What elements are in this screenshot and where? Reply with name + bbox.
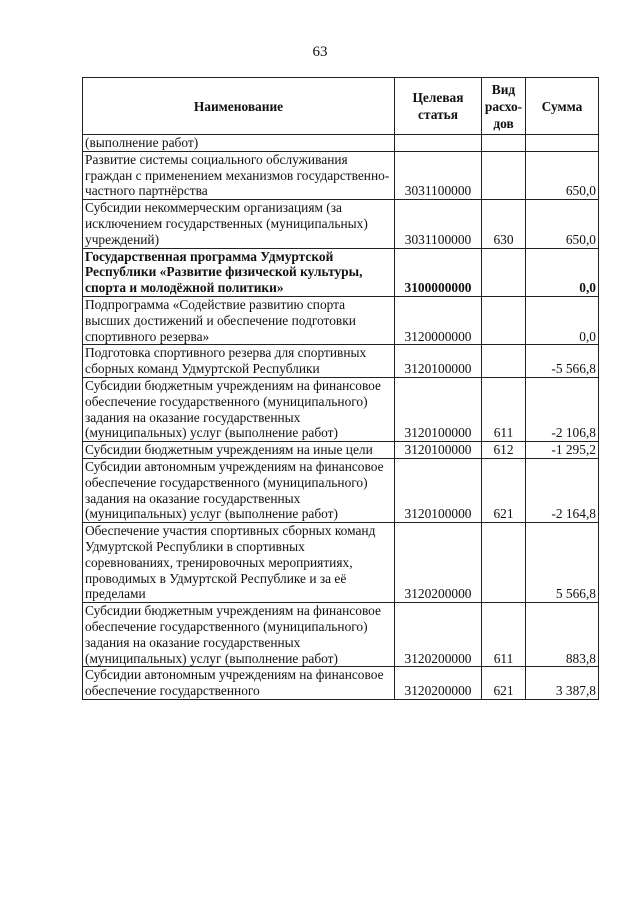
header-type: Вид расхо-дов <box>482 78 526 135</box>
row-code-cell: 3120200000 <box>395 523 482 603</box>
row-sum-cell: 0,0 <box>526 296 599 344</box>
row-name-cell: Субсидии автономным учреждениям на финансовое обеспечение государственного <box>83 667 395 700</box>
table-row <box>83 458 599 522</box>
header-name: Наименование <box>83 78 395 135</box>
row-code-cell: 3120100000 <box>395 377 482 441</box>
page-number: 63 <box>312 44 328 60</box>
table-row <box>83 151 599 199</box>
row-sum-cell: 650,0 <box>526 151 599 199</box>
row-code-cell: 3120100000 <box>395 458 482 522</box>
row-type-cell: 612 <box>482 442 526 459</box>
row-type-cell <box>482 248 526 296</box>
row-code-cell: 3031100000 <box>395 200 482 248</box>
row-type-cell: 630 <box>482 200 526 248</box>
row-name-cell: Государственная программа Удмуртской Республики «Развитие физической культуры, спорта и молодёжной политики» <box>83 248 395 296</box>
row-sum-cell: 650,0 <box>526 200 599 248</box>
header-code: Целевая статья <box>395 78 482 135</box>
table-row <box>83 345 599 378</box>
row-sum-cell: -2 106,8 <box>526 377 599 441</box>
row-name-cell: Обеспечение участия спортивных сборных команд Удмуртской Республики в спортивных соревнованиях, тренировочных мероприятиях, проводимых в Удмуртской Республике и за её пределами <box>83 523 395 603</box>
row-type-cell: 621 <box>482 667 526 700</box>
row-code-cell: 3120200000 <box>395 603 482 667</box>
row-name-cell: Субсидии автономным учреждениям на финансовое обеспечение государственного (муниципального) задания на оказание государственных (муниципальных) услуг (выполнение работ) <box>83 458 395 522</box>
row-sum-cell: 5 566,8 <box>526 523 599 603</box>
table-row <box>83 603 599 667</box>
row-type-cell <box>482 135 526 152</box>
header-sum: Сумма <box>526 78 599 135</box>
row-sum-cell: 3 387,8 <box>526 667 599 700</box>
row-code-cell: 3120200000 <box>395 667 482 700</box>
row-name-cell: Субсидии бюджетным учреждениям на иные цели <box>83 442 395 459</box>
row-name-cell: Субсидии некоммерческим организациям (за исключением государственных (муниципальных) учреждений) <box>83 200 395 248</box>
row-name-cell: Подготовка спортивного резерва для спортивных сборных команд Удмуртской Республики <box>83 345 395 378</box>
row-type-cell: 611 <box>482 603 526 667</box>
row-code-cell: 3120100000 <box>395 442 482 459</box>
row-name-cell: (выполнение работ) <box>83 135 395 152</box>
row-code-cell: 3120100000 <box>395 345 482 378</box>
row-name-cell: Субсидии бюджетным учреждениям на финансовое обеспечение государственного (муниципального) задания на оказание государственных (муниципальных) услуг (выполнение работ) <box>83 603 395 667</box>
row-sum-cell: 883,8 <box>526 603 599 667</box>
table-row <box>83 667 599 700</box>
row-sum-cell: -1 295,2 <box>526 442 599 459</box>
table-row <box>83 296 599 344</box>
row-type-cell <box>482 523 526 603</box>
row-sum-cell: -5 566,8 <box>526 345 599 378</box>
table-row <box>83 200 599 248</box>
row-name-cell: Развитие системы социального обслуживания граждан с применением механизмов государственно-частного партнёрства <box>83 151 395 199</box>
table-row <box>83 523 599 603</box>
table-row <box>83 377 599 441</box>
table-row <box>83 442 599 459</box>
row-type-cell <box>482 345 526 378</box>
row-code-cell: 3100000000 <box>395 248 482 296</box>
row-code-cell: 3031100000 <box>395 151 482 199</box>
table-row <box>83 135 599 152</box>
row-type-cell <box>482 151 526 199</box>
table-body <box>83 135 599 700</box>
row-type-cell: 611 <box>482 377 526 441</box>
row-name-cell: Подпрограмма «Содействие развитию спорта высших достижений и обеспечение подготовки спортивного резерва» <box>83 296 395 344</box>
row-name-cell: Субсидии бюджетным учреждениям на финансовое обеспечение государственного (муниципального) задания на оказание государственных (муниципальных) услуг (выполнение работ) <box>83 377 395 441</box>
table-header-row <box>83 78 599 135</box>
row-code-cell <box>395 135 482 152</box>
table-row <box>83 248 599 296</box>
row-sum-cell <box>526 135 599 152</box>
row-code-cell: 3120000000 <box>395 296 482 344</box>
budget-table <box>82 77 599 700</box>
row-type-cell <box>482 296 526 344</box>
row-sum-cell: -2 164,8 <box>526 458 599 522</box>
row-type-cell: 621 <box>482 458 526 522</box>
row-sum-cell: 0,0 <box>526 248 599 296</box>
